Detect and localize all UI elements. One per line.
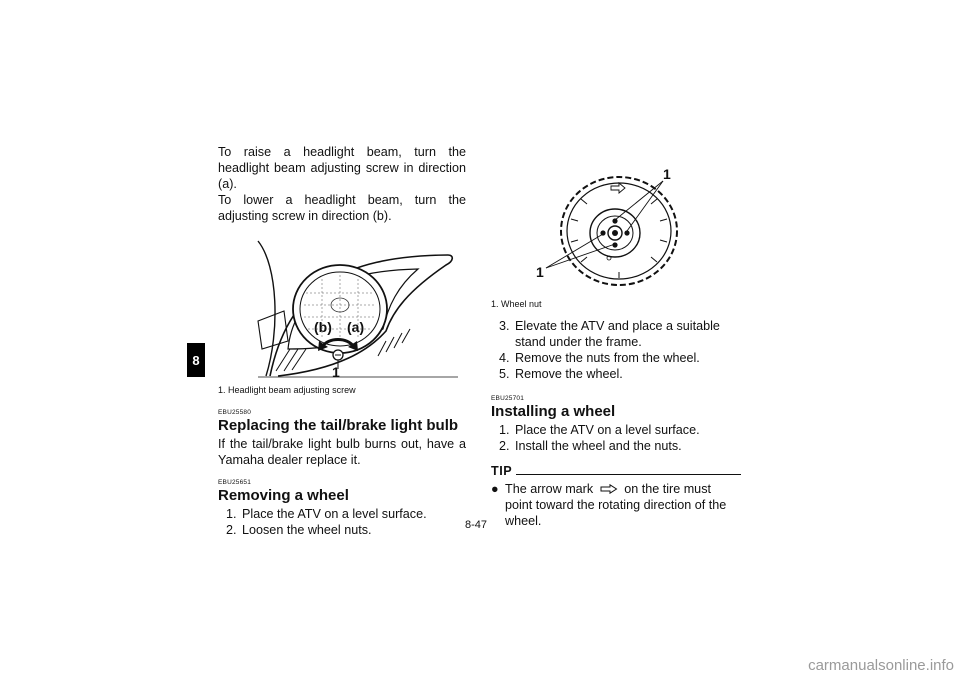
wheel-callout-bottom: 1 bbox=[536, 264, 544, 280]
install-step-2 bbox=[491, 438, 741, 454]
heading-install-wheel: Installing a wheel bbox=[491, 403, 616, 420]
tail-light-body: If the tail/brake light bulb burns out, have a Yamaha dealer replace it. bbox=[218, 437, 466, 467]
tip-bullet bbox=[491, 481, 741, 529]
tip-rule bbox=[516, 474, 741, 475]
tip-text bbox=[505, 481, 741, 529]
tip-label: TIP bbox=[491, 464, 513, 478]
wheel-illustration bbox=[491, 144, 741, 294]
direction-a-label: (a) bbox=[347, 319, 365, 335]
right-column bbox=[491, 144, 741, 529]
wheel-callout-top: 1 bbox=[663, 166, 671, 182]
headlight-figure bbox=[218, 231, 466, 381]
remove-step-3 bbox=[491, 318, 741, 350]
callout-1: 1 bbox=[332, 364, 340, 380]
step-number: 1. bbox=[226, 507, 237, 521]
watermark[interactable]: carmanualsonline.info bbox=[808, 657, 954, 674]
step-number: 2. bbox=[499, 439, 510, 453]
tip-text-after: on the tire must point toward the rotating direction of the wheel. bbox=[505, 482, 727, 528]
step-text: Loosen the wheel nuts. bbox=[242, 523, 372, 537]
step-number: 4. bbox=[499, 351, 510, 365]
step-number: 3. bbox=[499, 319, 510, 333]
wheel-figure bbox=[491, 144, 741, 294]
step-text: Elevate the ATV and place a suitable stand under the frame. bbox=[515, 319, 720, 349]
step-text: Install the wheel and the nuts. bbox=[515, 439, 682, 453]
step-text: Remove the wheel. bbox=[515, 367, 623, 381]
chapter-tab: 8 bbox=[187, 343, 205, 377]
remove-step-4 bbox=[491, 350, 741, 366]
remove-step-1 bbox=[218, 506, 466, 522]
section-code-tail-light: EBU25580 bbox=[218, 409, 252, 416]
step-number: 1. bbox=[499, 423, 510, 437]
headlight-illustration bbox=[218, 231, 466, 381]
step-text: Place the ATV on a level surface. bbox=[242, 507, 427, 521]
step-text: Remove the nuts from the wheel. bbox=[515, 351, 700, 365]
remove-step-2 bbox=[218, 522, 466, 538]
intro-raise: To raise a headlight beam, turn the headlight beam adjusting screw in direction (a). bbox=[218, 145, 466, 191]
intro-lower: To lower a headlight beam, turn the adjusting screw in direction (b). bbox=[218, 193, 466, 223]
heading-remove-wheel: Removing a wheel bbox=[218, 487, 349, 504]
section-code-remove-wheel: EBU25651 bbox=[218, 479, 252, 486]
section-code-install-wheel: EBU25701 bbox=[491, 395, 525, 402]
tip-header bbox=[491, 464, 741, 478]
heading-tail-light: Replacing the tail/brake light bulb bbox=[218, 417, 459, 434]
left-column bbox=[218, 144, 466, 538]
bullet-icon: ● bbox=[491, 482, 499, 496]
tip-text-before: The arrow mark bbox=[505, 482, 594, 496]
remove-step-5 bbox=[491, 366, 741, 382]
outline-arrow-right-icon bbox=[600, 484, 618, 494]
step-number: 5. bbox=[499, 367, 510, 381]
step-text: Place the ATV on a level surface. bbox=[515, 423, 700, 437]
wheel-caption: 1. Wheel nut bbox=[491, 299, 542, 309]
direction-b-label: (b) bbox=[314, 319, 332, 335]
page-number: 8-47 bbox=[465, 519, 488, 531]
install-step-1 bbox=[491, 422, 741, 438]
step-number: 2. bbox=[226, 523, 237, 537]
headlight-caption: 1. Headlight beam adjusting screw bbox=[218, 385, 356, 395]
